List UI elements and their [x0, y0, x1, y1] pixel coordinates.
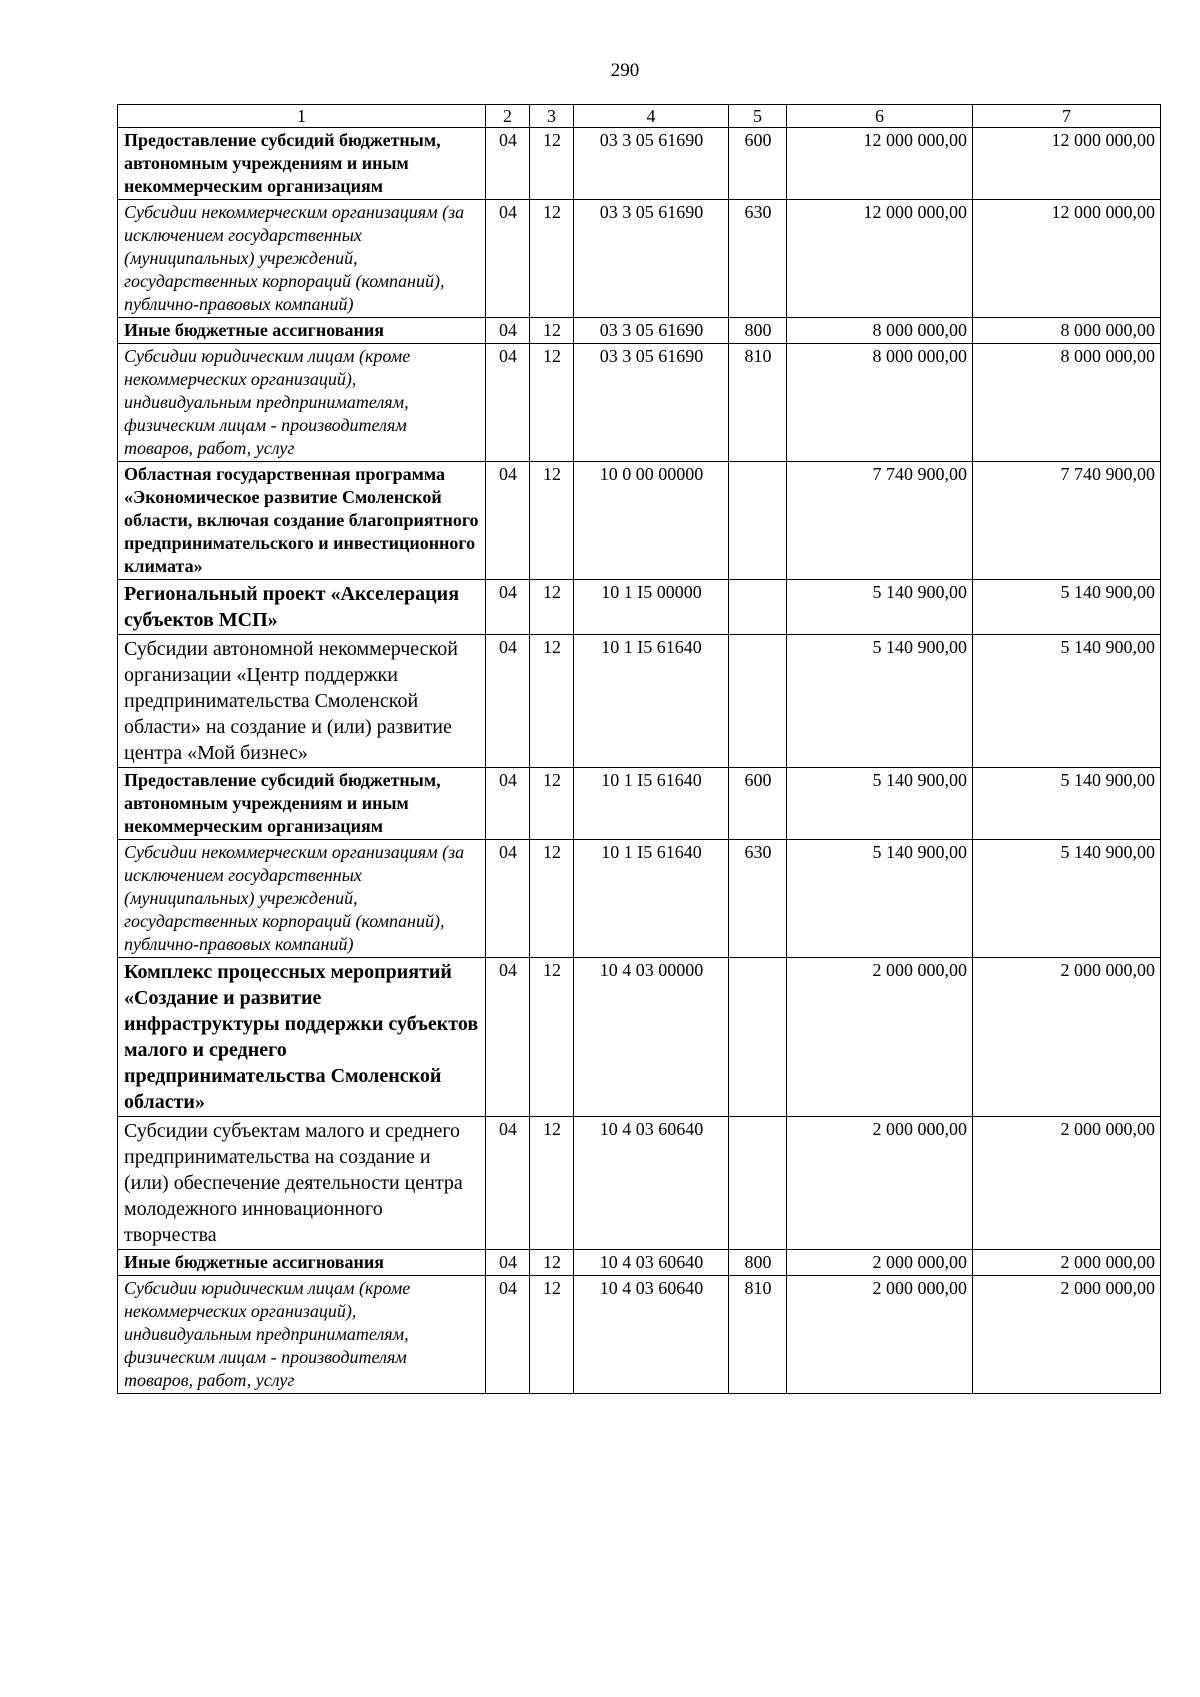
- amount-col-7: 2 000 000,00: [973, 958, 1161, 1117]
- expense-type-code: [729, 958, 787, 1117]
- section-code: 04: [486, 635, 530, 768]
- target-article-code: 10 1 I5 61640: [574, 635, 729, 768]
- target-article-code: 03 3 05 61690: [574, 344, 729, 462]
- subsection-code: 12: [530, 128, 574, 200]
- amount-col-6: 2 000 000,00: [787, 1250, 973, 1276]
- row-title: Субсидии некоммерческим организациям (за исключением государственных (муниципальных) учреждений, государственных корпораций (компаний), публично-правовых компаний): [118, 840, 486, 958]
- target-article-code: 10 4 03 60640: [574, 1117, 729, 1250]
- section-code: 04: [486, 580, 530, 635]
- table-row: [118, 462, 1161, 580]
- section-code: 04: [486, 1117, 530, 1250]
- amount-col-7: 5 140 900,00: [973, 768, 1161, 840]
- row-title: Областная государственная программа «Экономическое развитие Смоленской области, включая создание благоприятного предпринимательского и инвестиционного климата»: [118, 462, 486, 580]
- expense-type-code: [729, 580, 787, 635]
- table-row: [118, 1250, 1161, 1276]
- amount-col-7: 12 000 000,00: [973, 200, 1161, 318]
- column-header-3: 3: [530, 105, 574, 128]
- amount-col-6: 5 140 900,00: [787, 635, 973, 768]
- table-row: [118, 1117, 1161, 1250]
- row-title: Субсидии субъектам малого и среднего предпринимательства на создание и (или) обеспечение деятельности центра молодежного инновационного творчества: [118, 1117, 486, 1250]
- amount-col-7: 8 000 000,00: [973, 318, 1161, 344]
- amount-col-6: 2 000 000,00: [787, 958, 973, 1117]
- amount-col-6: 12 000 000,00: [787, 200, 973, 318]
- row-title: Субсидии юридическим лицам (кроме некоммерческих организаций), индивидуальным предпринимателям, физическим лицам - производителям товаров, работ, услуг: [118, 1276, 486, 1394]
- section-code: 04: [486, 840, 530, 958]
- row-title: Субсидии некоммерческим организациям (за исключением государственных (муниципальных) учреждений, государственных корпораций (компаний), публично-правовых компаний): [118, 200, 486, 318]
- column-header-1: 1: [118, 105, 486, 128]
- page-number: 290: [610, 60, 640, 81]
- section-code: 04: [486, 1250, 530, 1276]
- subsection-code: 12: [530, 1117, 574, 1250]
- amount-col-7: 7 740 900,00: [973, 462, 1161, 580]
- column-header-2: 2: [486, 105, 530, 128]
- row-title: Субсидии автономной некоммерческой организации «Центр поддержки предпринимательства Смоленской области» на создание и (или) развитие центра «Мой бизнес»: [118, 635, 486, 768]
- row-title: Субсидии юридическим лицам (кроме некоммерческих организаций), индивидуальным предпринимателям, физическим лицам - производителям товаров, работ, услуг: [118, 344, 486, 462]
- target-article-code: 10 4 03 00000: [574, 958, 729, 1117]
- subsection-code: 12: [530, 840, 574, 958]
- subsection-code: 12: [530, 635, 574, 768]
- expense-type-code: [729, 1117, 787, 1250]
- amount-col-7: 2 000 000,00: [973, 1276, 1161, 1394]
- subsection-code: 12: [530, 200, 574, 318]
- table-row: [118, 200, 1161, 318]
- amount-col-7: 12 000 000,00: [973, 128, 1161, 200]
- expense-type-code: 810: [729, 1276, 787, 1394]
- amount-col-6: 8 000 000,00: [787, 344, 973, 462]
- subsection-code: 12: [530, 768, 574, 840]
- target-article-code: 10 0 00 00000: [574, 462, 729, 580]
- amount-col-6: 2 000 000,00: [787, 1117, 973, 1250]
- amount-col-6: 7 740 900,00: [787, 462, 973, 580]
- table-row: [118, 958, 1161, 1117]
- subsection-code: 12: [530, 958, 574, 1117]
- target-article-code: 10 1 I5 00000: [574, 580, 729, 635]
- amount-col-6: 5 140 900,00: [787, 840, 973, 958]
- expense-type-code: 600: [729, 128, 787, 200]
- section-code: 04: [486, 128, 530, 200]
- column-header-5: 5: [729, 105, 787, 128]
- row-title: Предоставление субсидий бюджетным, автономным учреждениям и иным некоммерческим организациям: [118, 768, 486, 840]
- amount-col-6: 5 140 900,00: [787, 580, 973, 635]
- row-title: Комплекс процессных мероприятий «Создание и развитие инфраструктуры поддержки субъектов малого и среднего предпринимательства Смоленской области»: [118, 958, 486, 1117]
- target-article-code: 10 1 I5 61640: [574, 840, 729, 958]
- expense-type-code: 800: [729, 318, 787, 344]
- amount-col-7: 8 000 000,00: [973, 344, 1161, 462]
- section-code: 04: [486, 200, 530, 318]
- column-header-7: 7: [973, 105, 1161, 128]
- target-article-code: 10 4 03 60640: [574, 1250, 729, 1276]
- table-row: [118, 580, 1161, 635]
- table-row: [118, 128, 1161, 200]
- row-title: Предоставление субсидий бюджетным, автономным учреждениям и иным некоммерческим организациям: [118, 128, 486, 200]
- amount-col-6: 8 000 000,00: [787, 318, 973, 344]
- expense-type-code: 810: [729, 344, 787, 462]
- amount-col-7: 5 140 900,00: [973, 580, 1161, 635]
- row-title: Иные бюджетные ассигнования: [118, 1250, 486, 1276]
- subsection-code: 12: [530, 344, 574, 462]
- section-code: 04: [486, 462, 530, 580]
- subsection-code: 12: [530, 1250, 574, 1276]
- section-code: 04: [486, 344, 530, 462]
- amount-col-7: 2 000 000,00: [973, 1250, 1161, 1276]
- table-row: [118, 1276, 1161, 1394]
- amount-col-6: 5 140 900,00: [787, 768, 973, 840]
- column-header-6: 6: [787, 105, 973, 128]
- amount-col-7: 5 140 900,00: [973, 840, 1161, 958]
- target-article-code: 10 4 03 60640: [574, 1276, 729, 1394]
- expense-type-code: 630: [729, 840, 787, 958]
- budget-table: [117, 104, 1161, 1394]
- table-row: [118, 318, 1161, 344]
- column-header-4: 4: [574, 105, 729, 128]
- target-article-code: 03 3 05 61690: [574, 128, 729, 200]
- row-title: Иные бюджетные ассигнования: [118, 318, 486, 344]
- amount-col-7: 2 000 000,00: [973, 1117, 1161, 1250]
- expense-type-code: [729, 462, 787, 580]
- table-row: [118, 635, 1161, 768]
- subsection-code: 12: [530, 462, 574, 580]
- section-code: 04: [486, 318, 530, 344]
- amount-col-6: 2 000 000,00: [787, 1276, 973, 1394]
- target-article-code: 10 1 I5 61640: [574, 768, 729, 840]
- expense-type-code: [729, 635, 787, 768]
- table-row: [118, 768, 1161, 840]
- table-row: [118, 344, 1161, 462]
- amount-col-7: 5 140 900,00: [973, 635, 1161, 768]
- expense-type-code: 630: [729, 200, 787, 318]
- table-header-row: [118, 105, 1161, 128]
- amount-col-6: 12 000 000,00: [787, 128, 973, 200]
- subsection-code: 12: [530, 580, 574, 635]
- row-title: Региональный проект «Акселерация субъектов МСП»: [118, 580, 486, 635]
- target-article-code: 03 3 05 61690: [574, 200, 729, 318]
- section-code: 04: [486, 1276, 530, 1394]
- table-row: [118, 840, 1161, 958]
- expense-type-code: 800: [729, 1250, 787, 1276]
- subsection-code: 12: [530, 1276, 574, 1394]
- expense-type-code: 600: [729, 768, 787, 840]
- subsection-code: 12: [530, 318, 574, 344]
- target-article-code: 03 3 05 61690: [574, 318, 729, 344]
- section-code: 04: [486, 768, 530, 840]
- section-code: 04: [486, 958, 530, 1117]
